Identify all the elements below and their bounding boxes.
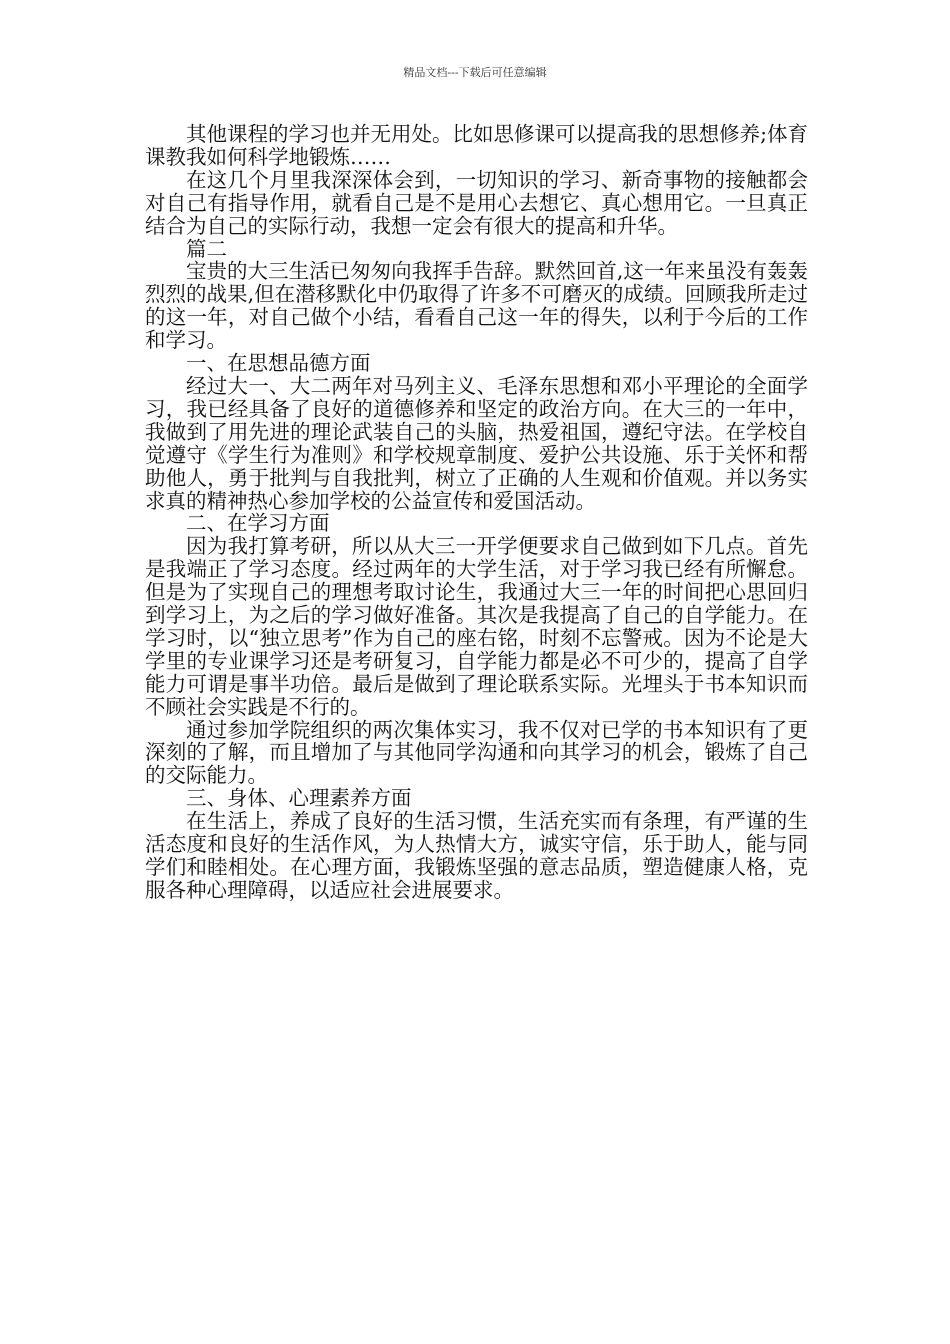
paragraph-morality: 经过大一、大二两年对马列主义、毛泽东思想和邓小平理论的全面学习，我已经具备了良好的道德修养和坚定的政治方向。在大三的一年中，我做到了用先进的理论武装自己的头脑，热爱祖国，遵纪守法。在学校自觉遵守《学生行为准则》和学校规章制度、爱护公共设施、乐于关怀和帮助他人，勇于批判与自我批判，树立了正确的人生观和价值观。并以务实求真的精神热心参加学校的公益宣传和爱国活动。 xyxy=(145,373,808,513)
section-heading-study: 二、在学习方面 xyxy=(186,511,330,536)
paragraph-internship: 通过参加学院组织的两次集体实习，我不仅对已学的书本知识有了更深刻的了解，而且增加了与其他同学沟通和向其学习的机会，锻炼了自己的交际能力。 xyxy=(145,717,808,788)
section-heading-part-two: 篇二 xyxy=(186,236,227,261)
paragraph-other-courses: 其他课程的学习也并无用处。比如思修课可以提高我的思想修养;体育课教我如何科学地锻炼…… xyxy=(145,122,808,169)
paragraph-study: 因为我打算考研，所以从大三一开学便要求自己做到如下几点。首先是我端正了学习态度。经过两年的大学生活，对于学习我已经有所懈怠。但是为了实现自己的理想考取讨论生，我通过大三一年的时间把心思回归到学习上，为之后的学习做好准备。其次是我提高了自己的自学能力。在学习时，以“独立思考”作为自己的座右铭，时刻不忘警戒。因为不论是大学里的专业课学习还是考研复习，自学能力都是必不可少的，提高了自学能力可谓是事半功倍。最后是做到了理论联系实际。光埋头于书本知识而不顾社会实践是不行的。 xyxy=(145,534,808,719)
paragraph-junior-year-intro: 宝贵的大三生活已匆匆向我挥手告辞。默然回首,这一年来虽没有轰轰烈烈的战果,但在潜移默化中仍取得了许多不可磨灭的成绩。回顾我所走过的这一年，对自己做个小结，看看自己这一年的得失，以利于今后的工作和学习。 xyxy=(145,259,808,353)
section-heading-morality: 一、在思想品德方面 xyxy=(186,351,371,376)
section-heading-physical-mental: 三、身体、心理素养方面 xyxy=(186,786,412,811)
paragraph-physical-mental: 在生活上，养成了良好的生活习惯，生活充实而有条理，有严谨的生活态度和良好的生活作风，为人热情大方，诚实守信，乐于助人，能与同学们和睦相处。在心理方面，我锻炼坚强的意志品质，塑造健康人格，克服各种心理障碍，以适应社会进展要求。 xyxy=(145,809,808,902)
document-body xyxy=(145,123,808,902)
page-header: 精品文档---下载后可任意编辑 xyxy=(403,66,547,79)
paragraph-reflection: 在这几个月里我深深体会到，一切知识的学习、新奇事物的接触都会对自己有指导作用，就看自己是不是用心去想它、真心想用它。一旦真正结合为自己的实际行动，我想一定会有很大的提高和升华。 xyxy=(145,167,808,238)
